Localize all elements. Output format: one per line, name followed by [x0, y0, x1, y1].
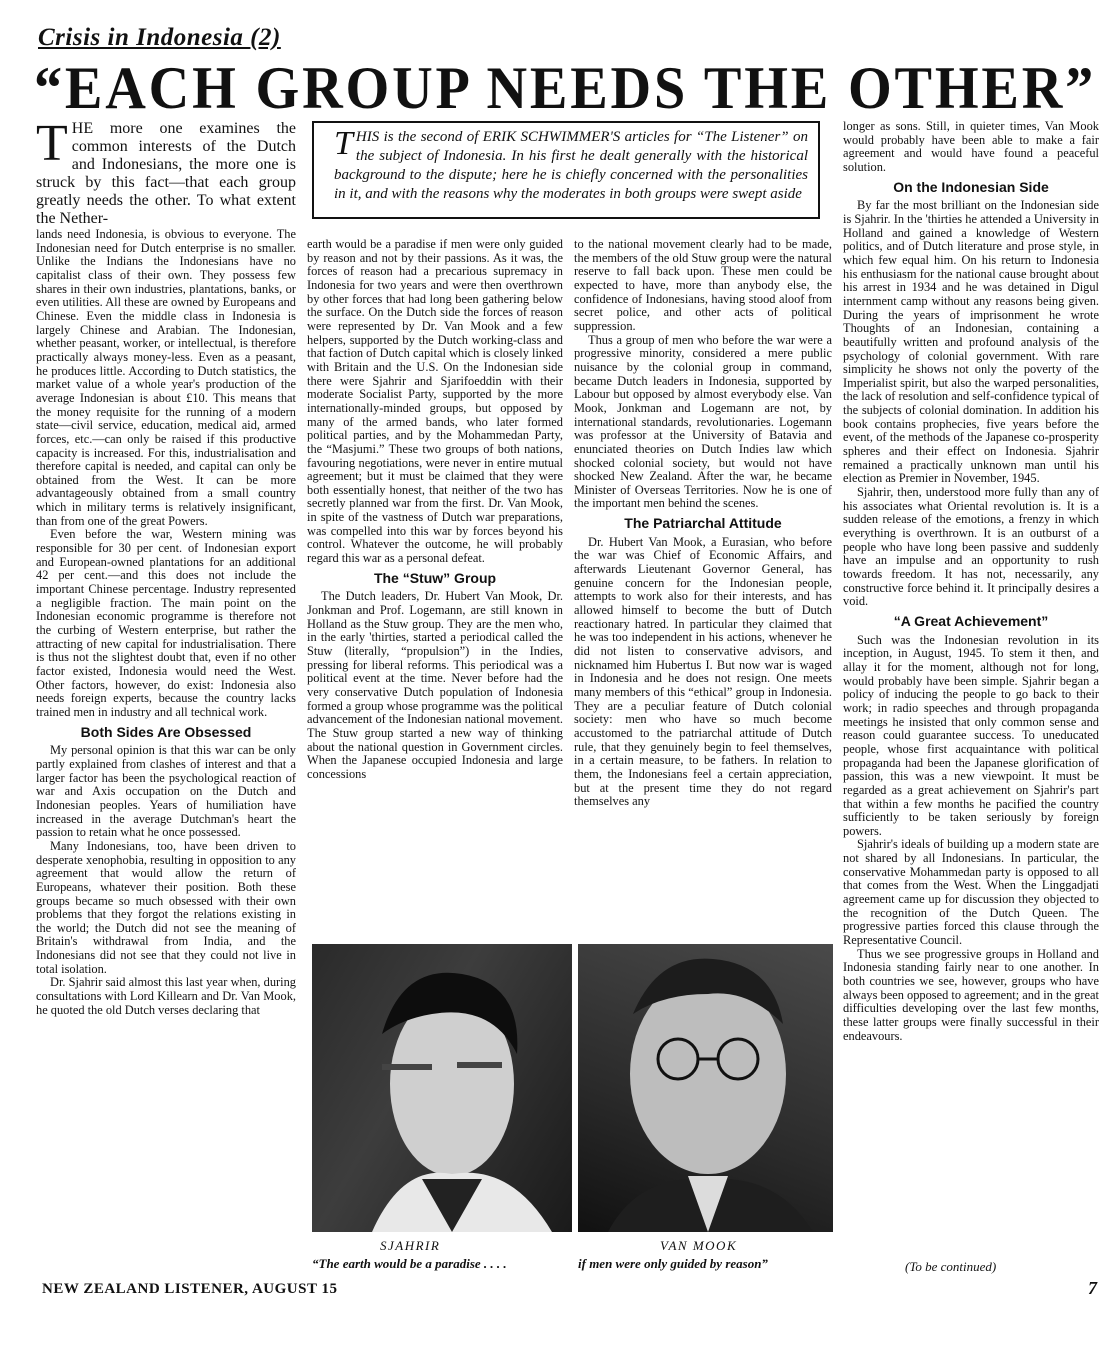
- paragraph: Dr. Sjahrir said almost this last year when, during consultations with Lord Killearn and Dr. Van Mook, he quoted the old Dutch verses declaring that: [36, 975, 296, 1017]
- photo-van-mook: [578, 944, 833, 1232]
- paragraph: earth would be a paradise if men were only guided by reason and not by their passions. As it was, the forces of reason had a precarious supremacy in Indonesia for two years and were then overthrown by other forces that had long been gathering below the surface. On the Dutch side the forces of reason were represented by Dr. Van Mook and a few helpers, supported by the Dutch working-class and that faction of Dutch capital which is closely linked with Britain and the U.S. On the Indonesian side there were Sjahrir and Sjarifoeddin with their moderate Socialist Party, supported by the more internationally-minded groups, but opposed by many of the armed bands, who later formed political parties, and by the Mohammedan Party, the “Masjumi.” These two groups of both nations, favouring negotiations, were never in entire mutual agreement; but it must be claimed that they were both essentially honest, that neither of the two has secretly planned war from the first. Dr. Van Mook, in spite of the vastness of Dutch war preparations, was compelled into this war by forces beyond his control. Whatever the outcome, he will probably regard this war as a personal defeat.: [307, 238, 563, 566]
- paragraph: longer as sons. Still, in quieter times, Van Mook would probably have been able to make a fair agreement and would have found a peaceful solution.: [843, 120, 1099, 174]
- kicker: Crisis in Indonesia (2): [38, 24, 281, 51]
- paragraph: Even before the war, Western mining was responsible for 30 per cent. of Indonesian export and European-owned plantations for an additional 42 per cent.—and this does not include the important Chinese percentage. Industry represented a negligible fraction. The main point on the Indonesian economic programme is therefore not the curbing of Western enterprise, but rather the attracting of new capital for industrialisation. There is thus not the slightest doubt that, even if no other factor existed, Indonesia would need the West. Other factors, however, do exist: Indonesia also needs foreign experts, because the country lacks trained men in industry and all technical work.: [36, 527, 296, 719]
- subheading: The “Stuw” Group: [373, 569, 497, 586]
- page-number: 7: [1088, 1278, 1097, 1298]
- paragraph: My personal opinion is that this war can be only partly explained from clashes of interest and that a larger factor has been the psychological reaction of war and Axis occupation on the Dutch and Indonesian peoples. Years of humiliation have increased in the average Dutchman's heart the passion to retain what he once possessed.: [36, 743, 296, 840]
- subheading: Both Sides Are Obsessed: [80, 723, 252, 740]
- photo-sjahrir: [312, 944, 572, 1232]
- drop-cap: T: [36, 120, 68, 172]
- paragraph: Sjahrir's ideals of building up a modern state are not shared by all Indonesians. In particular, the conservative Mohammedan party is opposed to all that comes from the West. When the Linggadjati agreement came up for discussion they objected to the recognition of the Dutch Queen. The progressive parties forced this clause through the Representative Council.: [843, 837, 1099, 948]
- paragraph: Such was the Indonesian revolution in its inception, in August, 1945. To stem it then, and allay it for the moment, although not for long, would probably have been simple. Sjahrir began a policy of inducing the people to go back to their work; in radio speeches and through propaganda meetings he insisted that only common sense and reason could guarantee success. To uneducated people, whose first acquaintance with political propaganda had been the Japanese glorification of passion, this was a new viewpoint. It must be regarded as a great achievement on Sjahrir's part that within a few months he pacified the country sufficiently to be taken seriously by foreign powers.: [843, 632, 1099, 838]
- subheading: “A Great Achievement”: [893, 612, 1049, 629]
- subheading: On the Indonesian Side: [893, 178, 1049, 195]
- paragraph: Thus a group of men who before the war were a progressive minority, considered a mere public nuisance by the colonial group in command, became Dutch leaders in Indonesia, supported by Labour but opposed by almost everybody else. Van Mook, Jonkman and Logemann are not, by international standards, revolutionaries. Logemann was professor at the University of Batavia and enunciated theories on Dutch Indies law which shocked colonial society, but would not have shocked New Zealand. After the war, he became Minister of Overseas Territories. Now he is one of the important men behind the scenes.: [574, 332, 832, 511]
- paragraph: Thus we see progressive groups in Holland and Indonesia standing fairly near to one another. In both countries we see, however, groups who have always been opposed to agreement; and in the great difficulties developing over the last few months, these latter groups were finally successful in their endeavours.: [843, 946, 1099, 1043]
- column-2: [307, 238, 563, 928]
- column-4: [843, 120, 1099, 1258]
- intro-body: HIS is the second of ERIK SCHWIMMER'S articles for “The Listener” on the subject of Indonesia. In his first he dealt generally with the historical background to the dispute; here he is chiefly concerned with the personalities in it, and with the reasons why the moderates in both groups were swept aside: [334, 129, 808, 202]
- footer-publication: NEW ZEALAND LISTENER, AUGUST 15: [42, 1281, 338, 1297]
- lead-text: HE more one examines the common interests of the Dutch and Indonesians, the more one is struck by this fact—that each group greatly needs the other. To what extent the Nether-: [36, 120, 296, 227]
- lead-paragraph: [36, 120, 296, 228]
- paragraph: The Dutch leaders, Dr. Hubert Van Mook, Dr. Jonkman and Prof. Logemann, are still known in Holland as the Stuw group. They are the men who, in the early 'thirties, started a periodical called the Stuw (literally, “propulsion”) in the Indies, pressing for liberal reforms. This periodical was a political event at the time. Never before had the very conservative Dutch population of Indonesia formed a group whose programme was the political advancement of the Indonesian national movement. The Stuw group started a new way of thinking about the national question in Government circles. When the Japanese occupied Indonesia and large concessions: [307, 589, 563, 781]
- headline: “EACH GROUP NEEDS THE OTHER”: [34, 55, 1097, 121]
- portrait-silhouette-icon: [312, 944, 572, 1232]
- paragraph: Sjahrir, then, understood more fully than any of his associates what Oriental revolution is. It is a sudden release of the emotions, a frenzy in which everything is overthrown. It is an outburst of a people who have long been passive and suddenly have an impulse and an opportunity to rush towards freedom. It has not, necessarily, any constructive force behind it. It principally desires a void.: [843, 485, 1099, 609]
- paragraph: to the national movement clearly had to be made, the members of the old Stuw group were the natural reserve to fall back upon. These men could be expected to have, more than anybody else, the confidence of Indonesians, having stood aloof from secret police, and other acts of political suppression.: [574, 238, 832, 333]
- paragraph: Many Indonesians, too, have been driven to desperate xenophobia, resulting in opposition to any agreement that would allow the return of Europeans, whatever their position. Both these groups became so much obsessed with their own problems that they forgot the relations existing in the world; the Dutch did not see the meaning of Britain's withdrawal from India, and the Indonesians did not see that they could not live in total isolation.: [36, 838, 296, 976]
- intro-drop-cap: T: [334, 125, 353, 162]
- paragraph: By far the most brilliant on the Indonesian side is Sjahrir. In the 'thirties he attended a University in Holland and gained a knowledge of Western politics, and of Dutch literature and prose style, in which few equal him. On his return to Indonesia his enthusiasm for the national cause brought about his arrest in 1934 and he was detained in Digul internment camp without any reasons being given. During the years of imprisonment he wrote Thoughts of an Indonesian, containing a beautifully written and profound analysis of the psychology of colonial government. With rare simplicity he shows not only the poverty of the Imperialist spirit, but also the warped personalities, the lack of resolution and self-confidence typical of the subjects of colonial domination. In addition his book contains prophecies, five years before the event, of the methods of the Japanese co-prosperity spheres and their effect on Indonesia. Sjahrir remained a practically unknown man until his election as Premier in November, 1945.: [843, 198, 1099, 486]
- intro-text: [334, 125, 808, 204]
- paragraph: Dr. Hubert Van Mook, a Eurasian, who before the war was Chief of Economic Affairs, and afterwards Lieutenant Governor General, has genuine concern for the Indonesian people, attempts to work also for their interests, and has allowed himself to become the butt of Dutch reactionary hatred. In particular they claimed that he was too independent in his actions, whenever he did not listen to conservative advisors, and nicknamed him Hubertus I. But now war is waged in Indonesia and he does not resign. One meets many members of this “ethical” group in Indonesia. They are a peculiar feature of Dutch colonial society: men who have so much become accustomed to the patriarchal attitude of Dutch rule, that they genuinely begin to feel themselves, in a certain measure, to be fathers. In relation to them, the Indonesians feel a certain appreciation, but at the present time they do not regard themselves any: [574, 534, 832, 809]
- caption-quote-right: if men were only guided by reason”: [578, 1256, 768, 1271]
- column-3: [574, 238, 832, 928]
- intro-box: [312, 121, 820, 219]
- portrait-silhouette-icon: [578, 944, 833, 1232]
- caption-quote-left: “The earth would be a paradise . . . .: [312, 1256, 507, 1271]
- column-1: [36, 120, 296, 1272]
- subheading: The Patriarchal Attitude: [624, 515, 782, 532]
- caption-name-left: SJAHRIR: [380, 1238, 441, 1253]
- paragraph: lands need Indonesia, is obvious to everyone. The Indonesian need for Dutch enterprise is no smaller. Unlike the Indians the Indonesians have no capitalist class of their own. They possess few shares in their own industries, plantations, banks, or even utilities. All these are owned by Europeans and Chinese. Even the middle class in Indonesia is largely Chinese and Arabian. The Indonesian, whether peasant, worker, or intellectual, is therefore practically always money-less. Even as a peasant, he produces little. According to Dutch statistics, the market value of a whole year's production of the average Indonesian is about £10. This means that the money requisite for the running of a modern state—civil service, education, medical aid, armed forces, etc.—can only be raised if this productive capacity is increased. For this, industrialisation and therefore capital is needed, and capital can only be obtained from the West. It can be more advantageously obtained from a small country which in military terms is relatively insignificant, than from one of the great Powers.: [36, 227, 296, 528]
- to-be-continued: (To be continued): [905, 1259, 997, 1274]
- caption-name-right: VAN MOOK: [660, 1238, 738, 1253]
